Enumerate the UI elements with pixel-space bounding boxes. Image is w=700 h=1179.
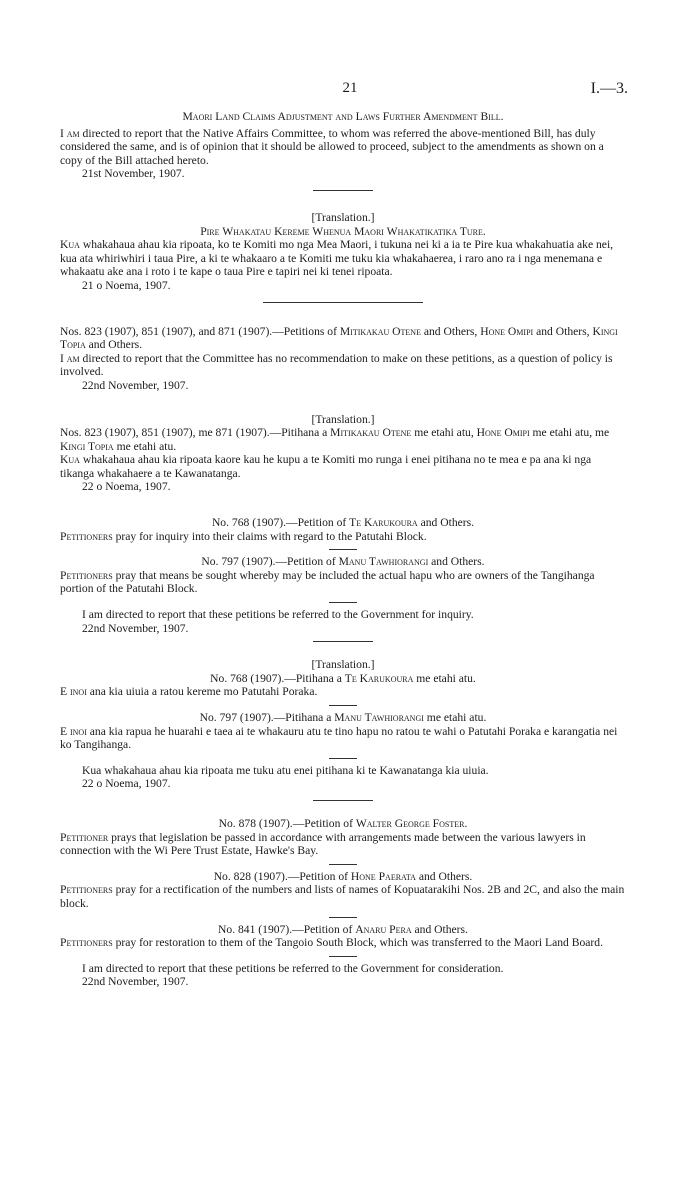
translation-768-797-date: 22 o Noema, 1907.	[82, 777, 171, 791]
page-reference: I.—3.	[590, 80, 628, 97]
petitioner-name: Te Karukoura	[344, 671, 414, 685]
petition-828-heading-end: and Others.	[415, 869, 473, 883]
petitions-823-heading-mid2: and Others,	[533, 324, 593, 338]
petition-841-prayer	[60, 936, 626, 950]
petition-878-heading-end: .	[464, 816, 468, 830]
petitioner-name: Manu Tawhiorangi	[338, 555, 429, 569]
petitions-823-translation-heading-mid2: me etahi atu, me	[529, 426, 610, 440]
bill-title: Maori Land Claims Adjustment and Laws Further Amendment Bill.	[182, 110, 504, 123]
translation-label: [Translation.]	[311, 210, 375, 224]
translation-797-lead: E inoi	[60, 724, 87, 738]
petitioner-name: Walter George Foster	[355, 816, 465, 830]
petition-878-heading-pre: No. 878 (1907).—Petition of	[218, 816, 356, 830]
petitions-823-translation-report	[60, 453, 626, 480]
petition-797-heading-pre: No. 797 (1907).—Petition of	[201, 555, 339, 569]
petitioner-name: Kingi Topia	[60, 439, 114, 453]
petition-768-prayer	[60, 530, 626, 544]
section-divider	[313, 190, 373, 191]
bill-report-date: 21st November, 1907.	[82, 167, 185, 181]
translation-label: [Translation.]	[311, 412, 375, 426]
section-divider	[313, 800, 373, 801]
short-divider	[329, 705, 357, 706]
petition-828-text: pray for a rectification of the numbers and lists of names of Kopuatarakihi Nos. 2B and 2C, and also the main block.	[60, 883, 625, 910]
translation-797-text: ana kia rapua he huarahi e taea ai te whakauru atu te tino hapu no ratou te wahi o Patutahi Poraka e karangatia nei ko Tangihanga.	[60, 724, 618, 752]
petitions-823-report	[60, 352, 626, 379]
petition-797-heading-end: and Others.	[428, 555, 485, 569]
translation-797-heading-end: me etahi atu.	[423, 711, 487, 724]
petitions-823-report-text: directed to report that the Committee has no recommendation to make on these petitions, as a question of policy is involved.	[60, 351, 613, 379]
petitioner-name: Te Karukoura	[349, 516, 418, 530]
petitioner-name: Anaru Pera	[355, 922, 412, 936]
petition-797-text: pray that means be sought whereby may be included the actual hapu who are owners of the Tangihanga portion of the Patutahi Block.	[60, 568, 595, 596]
petitions-823-translation-heading-mid1: me etahi atu,	[411, 426, 477, 440]
petition-878-text: prays that legislation be passed in accordance with arrangements made between the various lawyers in connection with the Wi Pere Trust Estate, Hawke's Bay.	[60, 830, 586, 858]
bill-report-text: directed to report that the Native Affairs Committee, to whom was referred the above-mentioned Bill, has duly considered the same, and is of opinion that it should be allowed to proceed, subject to the amendments as shown on a copy of the Bill attached hereto.	[60, 126, 604, 167]
petition-768-lead: Petitioners	[60, 529, 113, 543]
final-report-text: I am directed to report that these petitions be referred to the Government for consideration.	[82, 961, 504, 975]
petition-878-lead: Petitioner	[60, 830, 109, 844]
petitions-823-translation-date: 22 o Noema, 1907.	[82, 480, 171, 494]
document-body	[60, 110, 626, 989]
petition-828-lead: Petitioners	[60, 883, 113, 897]
translation-768-text: ana kia uiuia a ratou kereme mo Patutahi Poraka.	[86, 685, 318, 699]
petitioner-name: Kingi Topia	[60, 324, 618, 352]
final-report-date: 22nd November, 1907.	[82, 975, 189, 989]
petitions-823-heading-end: and Others.	[85, 338, 143, 352]
petitioner-name: Hone Omipi	[480, 324, 534, 338]
petition-841-heading-end: and Others.	[411, 922, 468, 936]
translation-797-heading-pre: No. 797 (1907).—Pitihana a	[199, 711, 335, 724]
translation-768-797-report: Kua whakahaua ahau kia ripoata me tuku atu enei pitihana ki te Kawanatanga kia uiuia.	[82, 763, 489, 777]
short-divider	[329, 864, 357, 865]
petition-841-text: pray for restoration to them of the Tangoio South Block, which was transferred to the Maori Land Board.	[112, 936, 603, 950]
petitions-823-translation-heading-end: me etahi atu.	[113, 439, 177, 453]
petitions-823-translation-heading-pre: Nos. 823 (1907), 851 (1907), me 871 (1907).—Pitihana a	[60, 426, 331, 440]
petition-841-lead: Petitioners	[60, 936, 113, 950]
short-divider	[329, 956, 357, 957]
short-divider	[329, 549, 357, 550]
bill-translation-date: 21 o Noema, 1907.	[82, 278, 171, 292]
short-divider	[329, 602, 357, 603]
petition-828-prayer	[60, 883, 626, 910]
petition-841-heading-pre: No. 841 (1907).—Petition of	[218, 922, 356, 936]
petitions-823-translation-lead: Kua	[60, 453, 80, 467]
bill-report-lead: I am	[60, 126, 80, 140]
petitioner-name: Hone Omipi	[476, 426, 530, 440]
petitions-823-heading-pre: Nos. 823 (1907), 851 (1907), and 871 (1907).—Petitions of	[60, 324, 340, 338]
bill-translation-text: whakahaua ahau kia ripoata, ko te Komiti mo nga Mea Maori, i tukuna nei ki a ia te Pire kua whakahuatia ake nei, kua ata whiriwhiri i taua Pire, a ki te whakaaro a te Komiti me tuku kia whakahaerea, i raro ano ra i nga menemana e whakaatu ake ana i roto i te kape o taua Pire e tapiri nei ki tenei ripoata.	[60, 238, 614, 279]
short-divider	[329, 917, 357, 918]
petition-768-text: pray for inquiry into their claims with regard to the Patutahi Block.	[112, 529, 427, 543]
bill-translation-title: Pire Whakatau Kereme Whenua Maori Whakatikatika Ture.	[200, 224, 486, 238]
bill-report-paragraph	[60, 127, 626, 168]
report-768-797-date: 22nd November, 1907.	[82, 621, 189, 635]
petition-768-heading	[60, 516, 626, 530]
section-divider	[313, 641, 373, 642]
translation-768-prayer	[60, 685, 626, 699]
petitioner-name: Manu Tawhiorangi	[334, 711, 424, 724]
petitioner-name: Mitikakau Otene	[339, 324, 421, 338]
petitioner-name: Hone Paerata	[350, 869, 416, 883]
section-divider	[263, 302, 423, 303]
petition-797-prayer	[60, 569, 626, 596]
translation-label: [Translation.]	[311, 658, 375, 672]
petition-797-heading	[60, 555, 626, 569]
translation-797-heading	[60, 711, 626, 725]
petition-828-heading	[60, 870, 626, 884]
bill-translation-lead: Kua	[60, 238, 80, 252]
petitions-823-heading	[60, 325, 626, 352]
petition-797-lead: Petitioners	[60, 568, 113, 582]
translation-768-heading-pre: No. 768 (1907).—Pitihana a	[210, 671, 345, 685]
translation-768-heading	[60, 672, 626, 686]
petitions-823-heading-mid1: and Others,	[420, 324, 481, 338]
petition-828-heading-pre: No. 828 (1907).—Petition of	[213, 869, 351, 883]
translation-797-prayer	[60, 725, 626, 752]
page-number: 21	[342, 80, 358, 96]
translation-768-lead: E inoi	[60, 685, 87, 699]
petitions-823-translation-text: whakahaua ahau kia ripoata kaore kau he kupu a te Komiti mo runga i enei pitihana no te mea e pa ana ki nga tikanga whakahaere a te Kawanatanga.	[60, 453, 592, 480]
petitions-823-translation-heading	[60, 426, 626, 453]
petitions-823-date: 22nd November, 1907.	[82, 378, 189, 392]
petitioner-name: Mitikakau Otene	[330, 426, 412, 440]
petition-841-heading	[60, 923, 626, 937]
translation-768-heading-end: me etahi atu.	[413, 671, 476, 685]
petition-878-prayer	[60, 831, 626, 858]
report-768-797-text: I am directed to report that these petitions be referred to the Government for inquiry.	[82, 608, 474, 622]
short-divider	[329, 758, 357, 759]
bill-translation-paragraph	[60, 238, 626, 279]
petition-768-heading-pre: No. 768 (1907).—Petition of	[211, 516, 350, 530]
petitions-823-report-lead: I am	[60, 351, 80, 365]
petition-768-heading-end: and Others.	[417, 516, 475, 530]
petition-878-heading	[60, 817, 626, 831]
